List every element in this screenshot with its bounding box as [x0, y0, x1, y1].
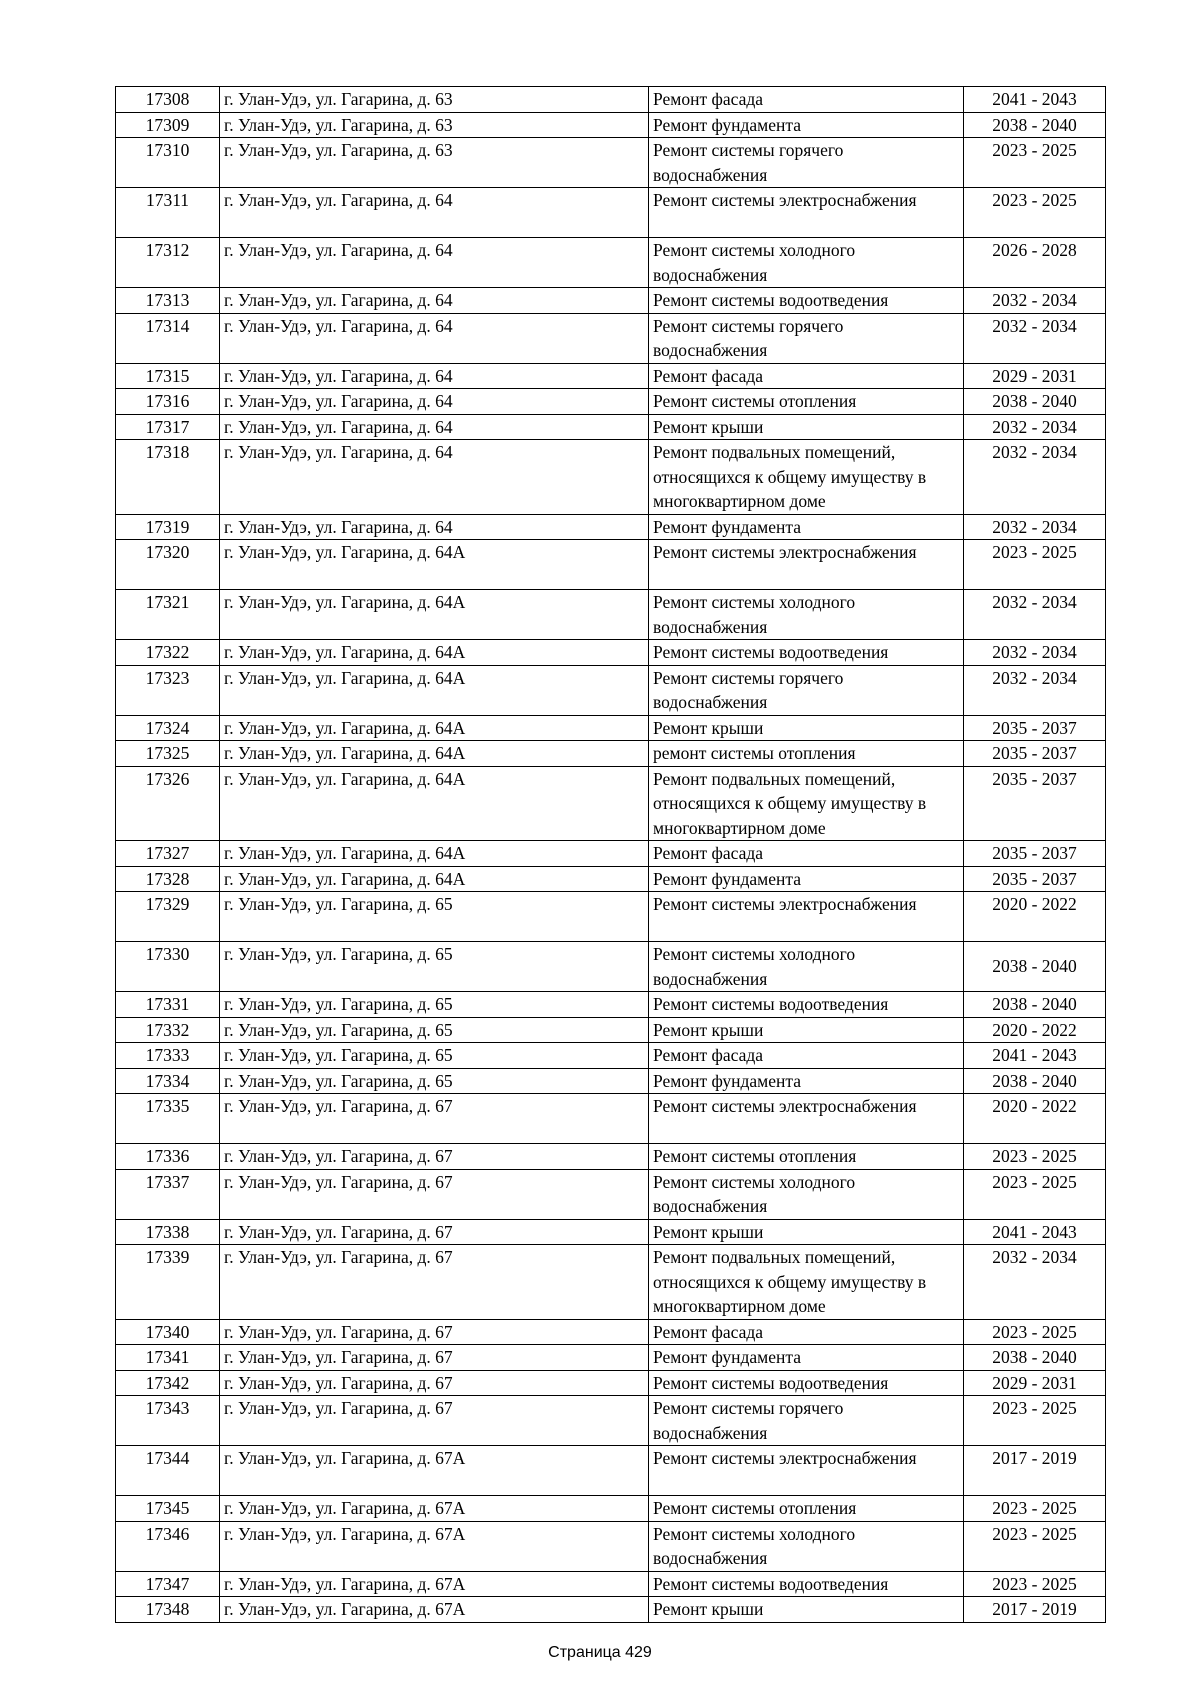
address-cell: г. Улан-Удэ, ул. Гагарина, д. 64А	[220, 841, 649, 867]
address-cell: г. Улан-Удэ, ул. Гагарина, д. 67	[220, 1219, 649, 1245]
work-type-cell: Ремонт крыши	[649, 715, 964, 741]
work-type-cell: Ремонт фундамента	[649, 1068, 964, 1094]
address-cell: г. Улан-Удэ, ул. Гагарина, д. 65	[220, 1043, 649, 1069]
table-row	[116, 766, 1106, 841]
period-cell: 2038 - 2040	[964, 992, 1106, 1018]
period-cell: 2032 - 2034	[964, 640, 1106, 666]
address-cell: г. Улан-Удэ, ул. Гагарина, д. 64	[220, 288, 649, 314]
row-number-cell: 17340	[116, 1319, 220, 1345]
address-cell: г. Улан-Удэ, ул. Гагарина, д. 67	[220, 1169, 649, 1219]
table-row	[116, 1219, 1106, 1245]
work-type-cell: Ремонт крыши	[649, 1219, 964, 1245]
work-type-cell: Ремонт фасада	[649, 841, 964, 867]
work-type-cell: Ремонт подвальных помещений, относящихся к общему имуществу в многоквартирном доме	[649, 766, 964, 841]
table-row	[116, 992, 1106, 1018]
work-type-cell: Ремонт системы водоотведения	[649, 992, 964, 1018]
row-number-cell: 17337	[116, 1169, 220, 1219]
row-number-cell: 17329	[116, 892, 220, 942]
work-type-cell: Ремонт фундамента	[649, 514, 964, 540]
address-cell: г. Улан-Удэ, ул. Гагарина, д. 65	[220, 992, 649, 1018]
work-type-cell: Ремонт крыши	[649, 1017, 964, 1043]
address-cell: г. Улан-Удэ, ул. Гагарина, д. 64	[220, 313, 649, 363]
table-row	[116, 942, 1106, 992]
row-number-cell: 17326	[116, 766, 220, 841]
table-row	[116, 188, 1106, 238]
period-cell: 2020 - 2022	[964, 892, 1106, 942]
work-type-cell: Ремонт системы холодного водоснабжения	[649, 942, 964, 992]
address-cell: г. Улан-Удэ, ул. Гагарина, д. 67А	[220, 1521, 649, 1571]
work-type-cell: Ремонт системы электроснабжения	[649, 1094, 964, 1144]
address-cell: г. Улан-Удэ, ул. Гагарина, д. 67А	[220, 1446, 649, 1496]
row-number-cell: 17309	[116, 112, 220, 138]
work-type-cell: Ремонт фасада	[649, 1043, 964, 1069]
table-row	[116, 1496, 1106, 1522]
address-cell: г. Улан-Удэ, ул. Гагарина, д. 64А	[220, 741, 649, 767]
address-cell: г. Улан-Удэ, ул. Гагарина, д. 64	[220, 363, 649, 389]
row-number-cell: 17343	[116, 1396, 220, 1446]
address-cell: г. Улан-Удэ, ул. Гагарина, д. 65	[220, 1017, 649, 1043]
address-cell: г. Улан-Удэ, ул. Гагарина, д. 64	[220, 440, 649, 515]
table-row	[116, 1319, 1106, 1345]
address-cell: г. Улан-Удэ, ул. Гагарина, д. 65	[220, 892, 649, 942]
work-type-cell: Ремонт системы горячего водоснабжения	[649, 313, 964, 363]
table-row	[116, 841, 1106, 867]
table-row	[116, 440, 1106, 515]
period-cell: 2023 - 2025	[964, 138, 1106, 188]
work-type-cell: ремонт системы отопления	[649, 741, 964, 767]
period-cell: 2038 - 2040	[964, 112, 1106, 138]
row-number-cell: 17336	[116, 1144, 220, 1170]
period-cell: 2032 - 2034	[964, 414, 1106, 440]
table-row	[116, 1094, 1106, 1144]
row-number-cell: 17348	[116, 1597, 220, 1623]
address-cell: г. Улан-Удэ, ул. Гагарина, д. 64А	[220, 766, 649, 841]
row-number-cell: 17314	[116, 313, 220, 363]
period-cell: 2029 - 2031	[964, 1370, 1106, 1396]
work-type-cell: Ремонт системы отопления	[649, 1144, 964, 1170]
work-type-cell: Ремонт системы электроснабжения	[649, 188, 964, 238]
address-cell: г. Улан-Удэ, ул. Гагарина, д. 67	[220, 1396, 649, 1446]
row-number-cell: 17317	[116, 414, 220, 440]
table-row	[116, 892, 1106, 942]
work-type-cell: Ремонт системы холодного водоснабжения	[649, 1169, 964, 1219]
address-cell: г. Улан-Удэ, ул. Гагарина, д. 64А	[220, 866, 649, 892]
period-cell: 2023 - 2025	[964, 188, 1106, 238]
period-cell: 2023 - 2025	[964, 1571, 1106, 1597]
table-row	[116, 1571, 1106, 1597]
table-row	[116, 590, 1106, 640]
work-type-cell: Ремонт системы холодного водоснабжения	[649, 1521, 964, 1571]
table-row	[116, 313, 1106, 363]
address-cell: г. Улан-Удэ, ул. Гагарина, д. 65	[220, 1068, 649, 1094]
table-row	[116, 640, 1106, 666]
row-number-cell: 17335	[116, 1094, 220, 1144]
work-type-cell: Ремонт подвальных помещений, относящихся к общему имуществу в многоквартирном доме	[649, 440, 964, 515]
period-cell: 2041 - 2043	[964, 87, 1106, 113]
row-number-cell: 17324	[116, 715, 220, 741]
period-cell: 2032 - 2034	[964, 288, 1106, 314]
address-cell: г. Улан-Удэ, ул. Гагарина, д. 64	[220, 188, 649, 238]
work-type-cell: Ремонт системы электроснабжения	[649, 1446, 964, 1496]
address-cell: г. Улан-Удэ, ул. Гагарина, д. 64	[220, 514, 649, 540]
work-type-cell: Ремонт системы водоотведения	[649, 1571, 964, 1597]
period-cell: 2035 - 2037	[964, 766, 1106, 841]
row-number-cell: 17325	[116, 741, 220, 767]
table-row	[116, 1144, 1106, 1170]
period-cell: 2041 - 2043	[964, 1043, 1106, 1069]
period-cell: 2023 - 2025	[964, 1396, 1106, 1446]
period-cell: 2023 - 2025	[964, 540, 1106, 590]
table-row	[116, 1017, 1106, 1043]
work-type-cell: Ремонт системы электроснабжения	[649, 540, 964, 590]
address-cell: г. Улан-Удэ, ул. Гагарина, д. 67А	[220, 1496, 649, 1522]
period-cell: 2035 - 2037	[964, 715, 1106, 741]
row-number-cell: 17322	[116, 640, 220, 666]
work-type-cell: Ремонт фасада	[649, 87, 964, 113]
work-type-cell: Ремонт системы водоотведения	[649, 1370, 964, 1396]
period-cell: 2032 - 2034	[964, 313, 1106, 363]
address-cell: г. Улан-Удэ, ул. Гагарина, д. 64А	[220, 715, 649, 741]
address-cell: г. Улан-Удэ, ул. Гагарина, д. 63	[220, 87, 649, 113]
row-number-cell: 17342	[116, 1370, 220, 1396]
period-cell: 2023 - 2025	[964, 1319, 1106, 1345]
row-number-cell: 17311	[116, 188, 220, 238]
table-row	[116, 665, 1106, 715]
address-cell: г. Улан-Удэ, ул. Гагарина, д. 64А	[220, 640, 649, 666]
address-cell: г. Улан-Удэ, ул. Гагарина, д. 67	[220, 1245, 649, 1320]
address-cell: г. Улан-Удэ, ул. Гагарина, д. 63	[220, 138, 649, 188]
row-number-cell: 17344	[116, 1446, 220, 1496]
row-number-cell: 17333	[116, 1043, 220, 1069]
row-number-cell: 17308	[116, 87, 220, 113]
row-number-cell: 17347	[116, 1571, 220, 1597]
period-cell: 2032 - 2034	[964, 590, 1106, 640]
period-cell: 2038 - 2040	[964, 1068, 1106, 1094]
period-cell: 2023 - 2025	[964, 1144, 1106, 1170]
address-cell: г. Улан-Удэ, ул. Гагарина, д. 67	[220, 1345, 649, 1371]
period-cell: 2035 - 2037	[964, 866, 1106, 892]
period-cell: 2023 - 2025	[964, 1169, 1106, 1219]
table-row	[116, 514, 1106, 540]
period-cell: 2032 - 2034	[964, 665, 1106, 715]
period-cell: 2026 - 2028	[964, 238, 1106, 288]
table-row	[116, 1043, 1106, 1069]
row-number-cell: 17327	[116, 841, 220, 867]
address-cell: г. Улан-Удэ, ул. Гагарина, д. 64А	[220, 665, 649, 715]
table-row	[116, 1370, 1106, 1396]
table-row	[116, 1068, 1106, 1094]
row-number-cell: 17334	[116, 1068, 220, 1094]
work-type-cell: Ремонт фасада	[649, 363, 964, 389]
table-row	[116, 87, 1106, 113]
period-cell: 2017 - 2019	[964, 1446, 1106, 1496]
work-type-cell: Ремонт крыши	[649, 1597, 964, 1623]
row-number-cell: 17323	[116, 665, 220, 715]
work-type-cell: Ремонт системы отопления	[649, 1496, 964, 1522]
table-row	[116, 1345, 1106, 1371]
period-cell: 2029 - 2031	[964, 363, 1106, 389]
table-row	[116, 741, 1106, 767]
table-row	[116, 1396, 1106, 1446]
table-row	[116, 1597, 1106, 1623]
work-type-cell: Ремонт системы горячего водоснабжения	[649, 138, 964, 188]
row-number-cell: 17316	[116, 389, 220, 415]
row-number-cell: 17310	[116, 138, 220, 188]
table-row	[116, 363, 1106, 389]
address-cell: г. Улан-Удэ, ул. Гагарина, д. 65	[220, 942, 649, 992]
period-cell: 2038 - 2040	[964, 389, 1106, 415]
table-row	[116, 540, 1106, 590]
address-cell: г. Улан-Удэ, ул. Гагарина, д. 67	[220, 1144, 649, 1170]
table-row	[116, 1169, 1106, 1219]
period-cell: 2038 - 2040	[964, 942, 1106, 992]
address-cell: г. Улан-Удэ, ул. Гагарина, д. 67	[220, 1094, 649, 1144]
work-type-cell: Ремонт фасада	[649, 1319, 964, 1345]
period-cell: 2041 - 2043	[964, 1219, 1106, 1245]
row-number-cell: 17313	[116, 288, 220, 314]
work-type-cell: Ремонт системы горячего водоснабжения	[649, 665, 964, 715]
address-cell: г. Улан-Удэ, ул. Гагарина, д. 64А	[220, 590, 649, 640]
period-cell: 2023 - 2025	[964, 1496, 1106, 1522]
period-cell: 2020 - 2022	[964, 1017, 1106, 1043]
table-row	[116, 238, 1106, 288]
address-cell: г. Улан-Удэ, ул. Гагарина, д. 63	[220, 112, 649, 138]
period-cell: 2035 - 2037	[964, 741, 1106, 767]
period-cell: 2035 - 2037	[964, 841, 1106, 867]
work-type-cell: Ремонт фундамента	[649, 112, 964, 138]
address-cell: г. Улан-Удэ, ул. Гагарина, д. 67А	[220, 1597, 649, 1623]
period-cell: 2032 - 2034	[964, 440, 1106, 515]
period-cell: 2032 - 2034	[964, 514, 1106, 540]
table-row	[116, 866, 1106, 892]
address-cell: г. Улан-Удэ, ул. Гагарина, д. 64	[220, 389, 649, 415]
page-number: Страница 429	[548, 1644, 652, 1661]
address-cell: г. Улан-Удэ, ул. Гагарина, д. 67А	[220, 1571, 649, 1597]
row-number-cell: 17315	[116, 363, 220, 389]
row-number-cell: 17339	[116, 1245, 220, 1320]
period-cell: 2020 - 2022	[964, 1094, 1106, 1144]
table-row	[116, 288, 1106, 314]
table-row	[116, 138, 1106, 188]
row-number-cell: 17331	[116, 992, 220, 1018]
address-cell: г. Улан-Удэ, ул. Гагарина, д. 64	[220, 238, 649, 288]
table-row	[116, 715, 1106, 741]
work-type-cell: Ремонт системы водоотведения	[649, 288, 964, 314]
row-number-cell: 17332	[116, 1017, 220, 1043]
row-number-cell: 17312	[116, 238, 220, 288]
period-cell: 2032 - 2034	[964, 1245, 1106, 1320]
table-row	[116, 1446, 1106, 1496]
period-cell: 2038 - 2040	[964, 1345, 1106, 1371]
row-number-cell: 17318	[116, 440, 220, 515]
work-type-cell: Ремонт системы холодного водоснабжения	[649, 238, 964, 288]
work-type-cell: Ремонт системы электроснабжения	[649, 892, 964, 942]
work-type-cell: Ремонт фундамента	[649, 866, 964, 892]
work-type-cell: Ремонт фундамента	[649, 1345, 964, 1371]
period-cell: 2023 - 2025	[964, 1521, 1106, 1571]
row-number-cell: 17338	[116, 1219, 220, 1245]
row-number-cell: 17319	[116, 514, 220, 540]
table-row	[116, 1245, 1106, 1320]
row-number-cell: 17346	[116, 1521, 220, 1571]
period-cell: 2017 - 2019	[964, 1597, 1106, 1623]
address-cell: г. Улан-Удэ, ул. Гагарина, д. 67	[220, 1370, 649, 1396]
table-row	[116, 112, 1106, 138]
work-type-cell: Ремонт системы водоотведения	[649, 640, 964, 666]
address-cell: г. Улан-Удэ, ул. Гагарина, д. 64	[220, 414, 649, 440]
table-row	[116, 414, 1106, 440]
row-number-cell: 17320	[116, 540, 220, 590]
table-row	[116, 389, 1106, 415]
work-type-cell: Ремонт системы холодного водоснабжения	[649, 590, 964, 640]
row-number-cell: 17328	[116, 866, 220, 892]
row-number-cell: 17321	[116, 590, 220, 640]
address-cell: г. Улан-Удэ, ул. Гагарина, д. 64А	[220, 540, 649, 590]
work-type-cell: Ремонт подвальных помещений, относящихся к общему имуществу в многоквартирном доме	[649, 1245, 964, 1320]
address-cell: г. Улан-Удэ, ул. Гагарина, д. 67	[220, 1319, 649, 1345]
work-type-cell: Ремонт крыши	[649, 414, 964, 440]
work-type-cell: Ремонт системы отопления	[649, 389, 964, 415]
works-table-body	[116, 87, 1106, 1623]
works-table	[115, 86, 1106, 1623]
work-type-cell: Ремонт системы горячего водоснабжения	[649, 1396, 964, 1446]
row-number-cell: 17341	[116, 1345, 220, 1371]
row-number-cell: 17330	[116, 942, 220, 992]
table-row	[116, 1521, 1106, 1571]
row-number-cell: 17345	[116, 1496, 220, 1522]
